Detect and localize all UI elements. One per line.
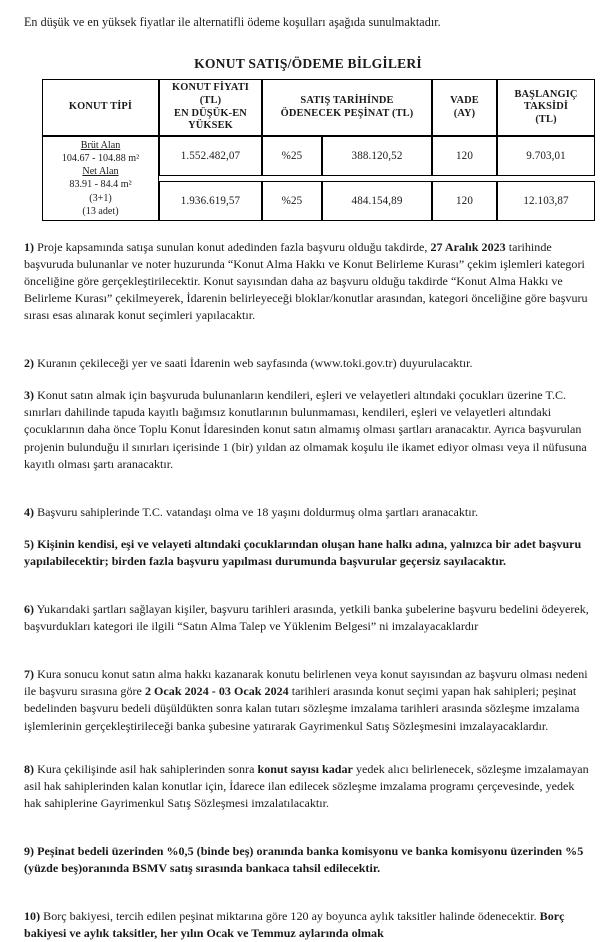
clause-4-number: 4)	[24, 504, 35, 519]
cell-fiyat: 1.552.482,07	[159, 136, 262, 176]
clause-6-text: Yukarıdaki şartları sağlayan kişiler, başvuru tarihleri arasında, yetkili banka şubelerine başvuru bedelini ödeyerek, başvurdukları kategori ile ilgili “Satın Alma Talep ve Yüklenim Belgesi” ni imzalayacaklardır	[24, 602, 589, 634]
header-vade	[432, 79, 497, 136]
brut-alan-value: 104.67 - 104.88 m²	[61, 153, 140, 165]
table-header	[42, 79, 595, 136]
header-vade-line2: (AY)	[453, 107, 476, 119]
clause-7-number: 7)	[24, 667, 35, 682]
header-taksit-line3: (TL)	[535, 114, 557, 126]
clause-8-number: 8)	[24, 761, 35, 776]
header-vade-line1: VADE	[450, 95, 479, 106]
clause-7-text-a: Kura sonucu konut satın alma hakkı kazanarak konutu belirlenen veya konut sayısından az başvuru olması nedeni ile başvuru sırasına göre	[24, 667, 588, 699]
clause-9	[24, 843, 594, 877]
header-pesinat	[262, 79, 432, 136]
clause-3-text: Konut satın almak için başvuruda bulunanların kendileri, eşleri ve velayetleri altındaki çocukları üzerine T.C. sınırları dahilinde tapuda kayıtlı bağımsız konutlarının bulunmaması, kendileri, eşleri ve velayetleri altındaki çocuklarının daha önce Toplu Konut İdaresinden konut satın almamış olması şartları aranacaktır. Ayrıca başvurulan projenin bulunduğu il sınırları içerisinde 1 (bir) yıldan az olmamak koşulu ile ikamet ediyor olması veya il nüfusuna kayıtlı olması şartı aranacaktır.	[24, 388, 587, 471]
oda-sayisi: (3+1)	[89, 192, 112, 204]
cell-taksit: 12.103,87	[497, 181, 595, 221]
clause-9-text: Peşinat bedeli üzerinden %0,5 (binde beş) oranında banka komisyonu ve banka komisyonu üzerinden %5 (yüzde beş)oranında BSMV satış sırasında bankaca tahsil edilecektir.	[24, 843, 584, 875]
header-konut-tipi: KONUT TİPİ	[42, 79, 159, 136]
net-alan-label: Net Alan	[82, 166, 119, 178]
header-taksit-line2: TAKSİDİ	[523, 101, 569, 113]
clause-2	[24, 355, 594, 372]
clause-3-number: 3)	[24, 388, 35, 403]
net-alan-value: 83.91 - 84.4 m²	[69, 179, 132, 191]
clause-8-text-b: yedek alıcı belirlenecek, sözleşme imzalamayan asil hak sahiplerinden kalan konutlar için, İdarece ilan edilecek sözleşme imzalama programı çerçevesinde, yedek hak sahiplerine Gayrimenkul Satış Sözleşmesi imzalatılacaktır.	[24, 761, 589, 810]
header-konut-fiyati-line1: KONUT FİYATI (TL)	[172, 82, 249, 106]
clause-10-bold-text: Borç bakiyesi ve aylık taksitler, her yılın Ocak ve Temmuz aylarında olmak	[24, 909, 565, 941]
clause-8-text-a: Kura çekilişinde asil hak sahiplerinden sonra	[34, 761, 258, 776]
table-title: KONUT SATIŞ/ÖDEME BİLGİLERİ	[194, 56, 422, 72]
table-body	[42, 136, 595, 221]
clause-1	[24, 239, 594, 324]
cell-taksit: 9.703,01	[497, 136, 595, 176]
header-baslangic-taksidi	[497, 79, 595, 136]
clause-2-number: 2)	[24, 356, 35, 371]
clause-7-bold-dates: 2 Ocak 2024 - 03 Ocak 2024	[144, 684, 289, 699]
clause-5-number: 5)	[24, 536, 35, 551]
clause-10-number: 10)	[24, 909, 41, 924]
clause-9-number: 9)	[24, 843, 35, 858]
cell-pesinat-tutar: 388.120,52	[322, 136, 432, 176]
payment-table	[42, 79, 595, 220]
clause-1-text-a: Proje kapsamında satışa sunulan konut adedinden fazla başvuru olduğu takdirde,	[34, 239, 431, 254]
cell-pesinat-tutar: 484.154,89	[322, 181, 432, 221]
cell-vade: 120	[432, 136, 497, 176]
cell-pesinat-oran: %25	[262, 136, 322, 176]
header-konut-fiyati-line3: YÜKSEK	[188, 120, 233, 132]
clause-7	[24, 666, 594, 734]
cell-vade: 120	[432, 181, 497, 221]
cell-fiyat: 1.936.619,57	[159, 181, 262, 221]
clause-1-bold-date: 27 Aralık 2023	[430, 239, 506, 254]
payment-table-wrapper	[42, 79, 595, 220]
clause-8-bold-phrase: konut sayısı kadar	[257, 761, 353, 776]
clause-10	[24, 908, 594, 942]
clause-4	[24, 504, 594, 521]
intro-paragraph: En düşük ve en yüksek fiyatlar ile alternatifli ödeme koşulları aşağıda sunulmaktadır.	[24, 15, 441, 29]
clause-2-text: Kuranın çekileceği yer ve saati İdarenin web sayfasında (www.toki.gov.tr) duyurulacaktır.	[34, 356, 473, 371]
header-pesinat-line1: SATIŞ TARİHİNDE	[300, 95, 394, 106]
clause-6	[24, 601, 594, 635]
clause-1-number: 1)	[24, 239, 35, 254]
header-konut-fiyati-line2: EN DÜŞÜK-EN	[174, 107, 247, 119]
clause-8	[24, 761, 594, 812]
clause-5-text: Kişinin kendisi, eşi ve velayeti altındaki çocuklarından oluşan hane halkı adına, yalnızca bir adet başvuru yapılabilecektir; birden fazla başvuru yapılması durumunda başvurular geçersiz sayılacaktır.	[24, 536, 582, 568]
clause-4-text: Başvuru sahiplerinde T.C. vatandaşı olma ve 18 yaşını doldurmuş olma şartları aranacaktır.	[34, 504, 479, 519]
cell-pesinat-oran: %25	[262, 181, 322, 221]
clause-7-text-b: tarihleri arasında konut seçimi yapan hak sahipleri; peşinat bedelinden başvuru bedeli düşüldükten sonra kalan tutarı sözleşme imzalama tarihleri arasında sözleşme imzalama işlemlerinin gerçekleştirileceği banka şubesine yatırarak Gayrimenkul Satış Sözleşmesini imzalayacaklardır.	[24, 684, 580, 733]
header-pesinat-line2: ÖDENECEK PEŞİNAT (TL)	[280, 107, 414, 119]
clause-6-number: 6)	[24, 602, 35, 617]
brut-alan-label: Brüt Alan	[80, 140, 121, 152]
clause-5	[24, 536, 594, 570]
konut-adedi: (13 adet)	[82, 205, 119, 217]
clause-10-text-a: Borç bakiyesi, tercih edilen peşinat miktarına göre 120 ay boyunca aylık taksitler halinde ödenecektir.	[40, 909, 540, 924]
clause-3	[24, 387, 594, 472]
table-row	[42, 136, 595, 176]
clause-1-text-b: tarihinde başvuruda bulunanlar ve noter huzurunda “Konut Alma Hakkı ve Konut Belirleme Kurası” çekim işlemleri kategori önceliğine göre gerçekleştirilecektir. Konut sayısından daha az başvuru olduğu takdirde “Konut Alma Hakkı ve Belirleme Kurası” çekilmeyerek, İdarenin belirleyeceği bloklar/konutlar arasından, kategori önceliğine göre başvuru sırası esas alınarak konut seçimleri yapılacaktır.	[24, 239, 588, 323]
cell-konut-tipi	[42, 136, 159, 221]
header-taksit-line1: BAŞLANGIÇ	[514, 88, 578, 100]
table-header-row	[42, 79, 595, 136]
clause-list	[24, 239, 594, 942]
header-konut-fiyati	[159, 79, 262, 136]
